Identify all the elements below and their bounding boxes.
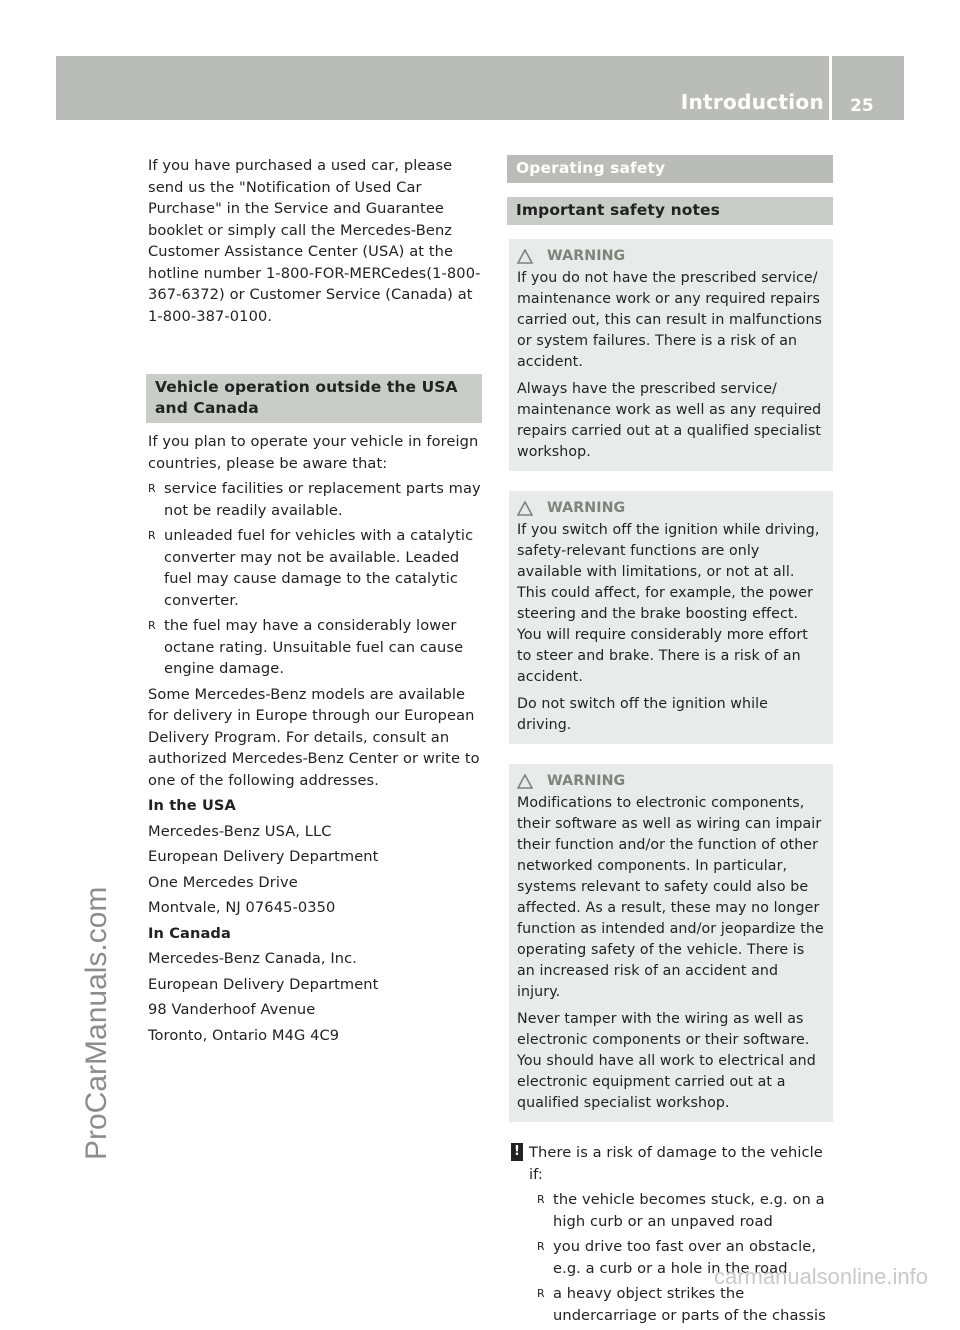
foreign-lead-paragraph: If you plan to operate your vehicle in foreign countries, please be aware that: [148, 433, 479, 472]
warning-text: Always have the prescribed service/ maintenance work as well as any required repairs carried out at a qualified specialist workshop. [517, 381, 822, 460]
foreign-bullets [148, 478, 482, 680]
warning-label: WARNING [547, 500, 626, 516]
address-line: Mercedes-Benz Canada, Inc. [148, 950, 358, 967]
address-label-canada: In Canada [148, 924, 231, 942]
bullet-icon: R [148, 529, 156, 542]
warning-triangle-icon [517, 501, 533, 516]
note-bullets [537, 1189, 833, 1326]
warning-label: WARNING [547, 773, 626, 789]
address-usa [148, 795, 482, 919]
page-number: 25 [850, 96, 874, 116]
list-item: R you drive too fast over an obstacle, e.g. a curb or a hole in the road [537, 1238, 817, 1277]
address-line: Montvale, NJ 07645-0350 [148, 899, 336, 916]
warning-box [509, 764, 833, 1122]
left-column [148, 155, 482, 1050]
warning-text: If you switch off the ignition while driving, safety-relevant functions are only available with limitations, or not at all. This could affect, for example, the power steering and the brake boosting effect. You will require considerably more effort to steer and brake. There is a risk of an accident. [517, 522, 820, 685]
header-title: Introduction [680, 90, 824, 114]
warning-text: Do not switch off the ignition while driving. [517, 696, 769, 733]
warning-header [517, 498, 825, 519]
section-heading-outside-usa: Vehicle operation outside the USA and Canada [146, 374, 482, 423]
warning-label: WARNING [547, 248, 626, 264]
warning-triangle-icon [517, 774, 533, 789]
header-divider [829, 56, 832, 120]
warning-text: Modifications to electronic components, their software as well as wiring can impair their function and/or the function of other networked components. In particular, systems relevant to safety could also be affected. As a result, these may no longer function as intended and/or jeopardize the operating safety of the vehicle. There is an increased risk of an accident and injury. [517, 795, 824, 1000]
footer-watermark: carmanualsonline.info [713, 1264, 928, 1289]
warning-triangle-icon [517, 249, 533, 264]
list-item: R the fuel may have a considerably lower octane rating. Unsuitable fuel can cause engine damage. [148, 617, 464, 677]
warning-box [509, 491, 833, 744]
address-line: Toronto, Ontario M4G 4C9 [148, 1026, 340, 1044]
list-item: R service facilities or replacement parts may not be readily available. [148, 480, 481, 519]
address-line: One Mercedes Drive [148, 873, 298, 891]
address-label-usa: In the USA [148, 797, 236, 814]
used-car-paragraph: If you have purchased a used car, please send us the "Notification of Used Car Purchase" in the Service and Guarantee booklet or simply call the Mercedes-Benz Customer Assistance Center (USA) at the hotline number 1-800-FOR-MERCedes(1-800-367-6372) or Customer Service (Canada) at 1-800-387-0100. [148, 157, 481, 325]
bullet-icon: R [537, 1240, 545, 1253]
bullet-icon: R [148, 482, 156, 495]
list-item: R a heavy object strikes the undercarriage or parts of the chassis [537, 1285, 826, 1324]
exclamation-icon: ! [511, 1143, 523, 1161]
delivery-paragraph: Some Mercedes-Benz models are available for delivery in Europe through our European Delivery Program. For details, consult an authorized Mercedes-Benz Center or write to one of the following addresses. [148, 685, 480, 789]
side-watermark: ProCarManuals.com [80, 886, 113, 1160]
list-item: R unleaded fuel for vehicles with a catalytic converter may not be available. Leaded fuel may cause damage to the catalytic converter. [148, 527, 474, 609]
address-line: Mercedes-Benz USA, LLC [148, 822, 332, 840]
bullet-icon: R [148, 619, 156, 632]
list-item: R the vehicle becomes stuck, e.g. on a high curb or an unpaved road [537, 1191, 825, 1230]
address-line: European Delivery Department [148, 975, 379, 993]
section-heading-operating-safety: Operating safety [507, 155, 833, 183]
damage-note [509, 1142, 833, 1326]
subsection-heading-safety-notes: Important safety notes [507, 197, 833, 225]
warning-text: Never tamper with the wiring as well as electronic components or their software. You should have all work to electrical and electronic equipment carried out at a qualified specialist workshop. [517, 1011, 816, 1111]
right-column [509, 155, 833, 1330]
warning-text: If you do not have the prescribed service/ maintenance work or any required repairs carried out, this can result in malfunctions or system failures. There is a risk of an accident. [517, 270, 823, 370]
bullet-icon: R [537, 1193, 545, 1206]
address-line: 98 Vanderhoof Avenue [148, 1001, 316, 1018]
warning-box [509, 239, 833, 471]
bullet-icon: R [537, 1287, 545, 1300]
note-lead: There is a risk of damage to the vehicle if: [529, 1144, 823, 1183]
warning-header [517, 771, 825, 792]
address-canada [148, 923, 482, 1047]
address-line: European Delivery Department [148, 848, 379, 865]
warning-header [517, 246, 825, 267]
